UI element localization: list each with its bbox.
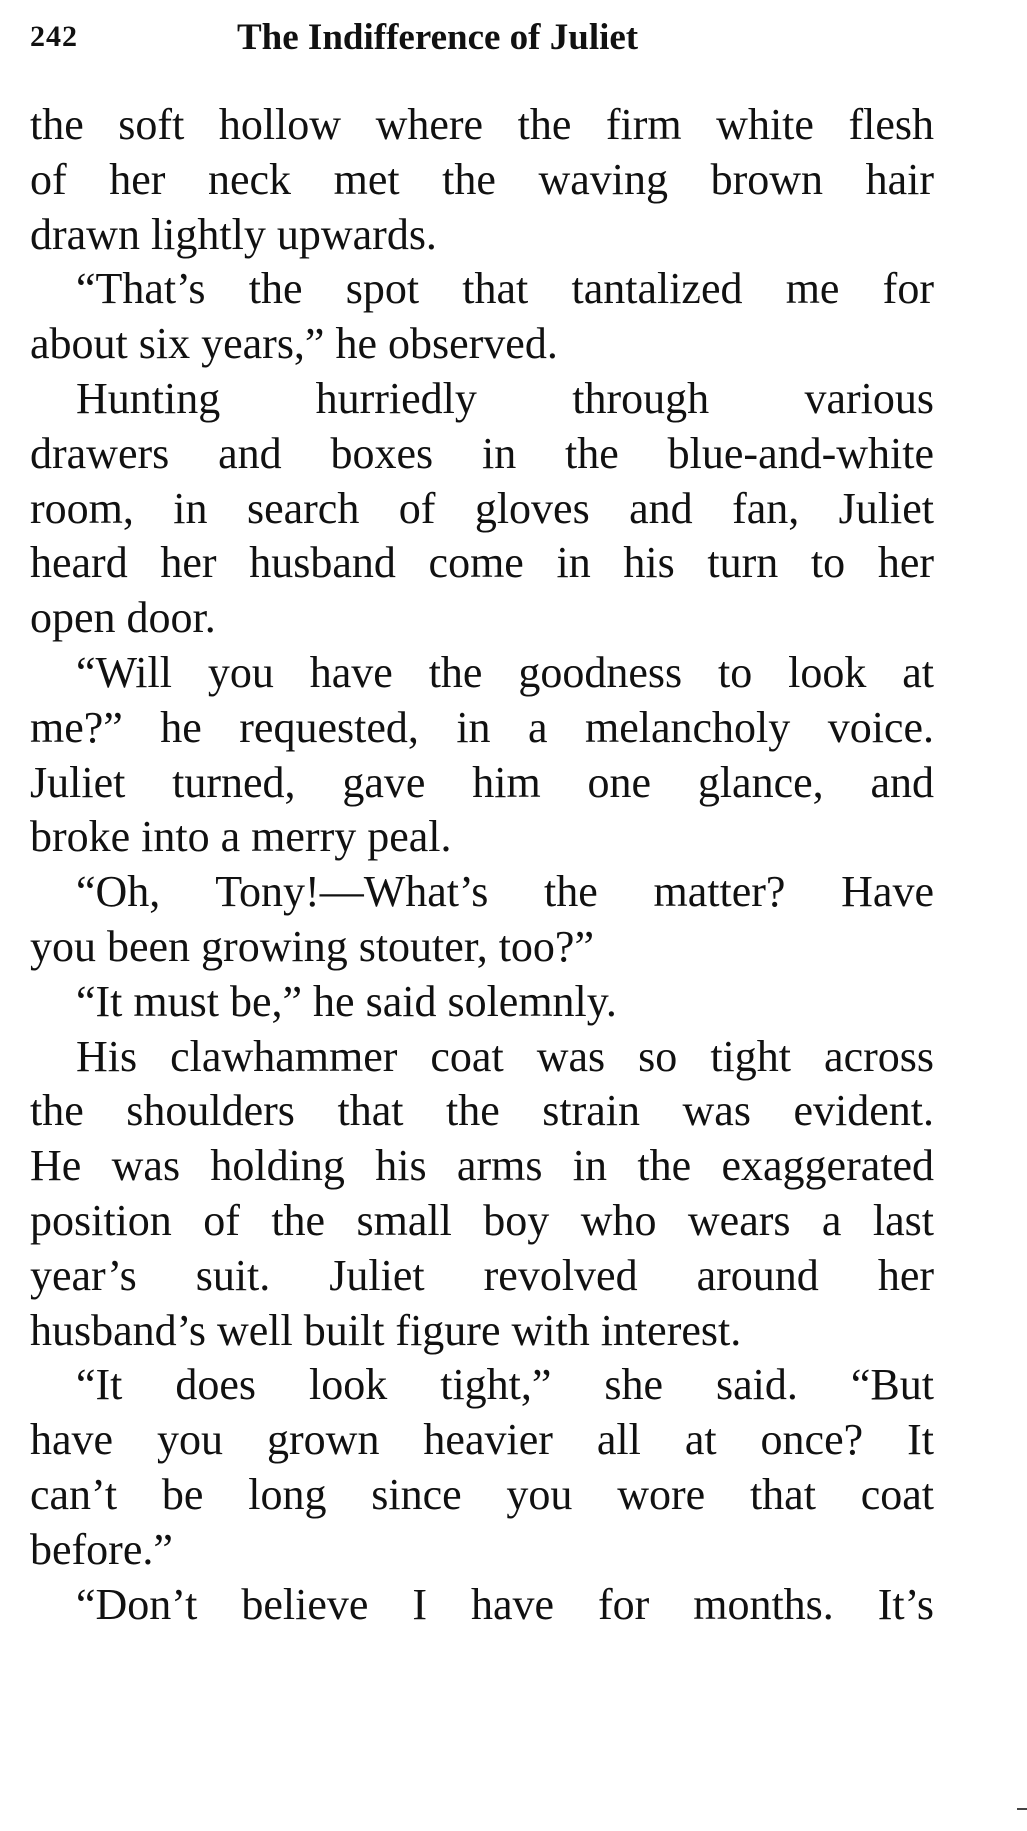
text-line: of her neck met the waving brown hair: [30, 154, 934, 204]
text-line: Hunting hurriedly through various: [76, 373, 934, 423]
margin-mark: [1017, 1808, 1027, 1810]
text-line: drawn lightly upwards.: [30, 209, 437, 259]
text-line: before.”: [30, 1524, 173, 1574]
text-line: year’s suit. Juliet revolved around her: [30, 1250, 934, 1300]
text-line: “That’s the spot that tantalized me for: [76, 264, 934, 314]
text-line: He was holding his arms in the exaggerated: [30, 1141, 934, 1191]
text-line: “Don’t believe I have for months. It’s: [76, 1579, 934, 1629]
text-line: His clawhammer coat was so tight across: [76, 1031, 934, 1081]
text-line: you been growing stouter, too?”: [30, 921, 594, 971]
text-line: position of the small boy who wears a last: [30, 1195, 934, 1245]
text-line: “It must be,” he said solemnly.: [76, 976, 617, 1026]
page-header: [30, 0, 934, 82]
text-line: “Oh, Tony!—What’s the matter? Have: [76, 867, 934, 917]
text-line: about six years,” he observed.: [30, 319, 558, 369]
text-line: Juliet turned, gave him one glance, and: [30, 757, 934, 807]
text-line: heard her husband come in his turn to her: [30, 538, 934, 588]
text-line: “It does look tight,” she said. “But: [76, 1360, 934, 1410]
text-line: drawers and boxes in the blue-and-white: [30, 428, 934, 478]
running-title: The Indifference of Juliet: [237, 17, 639, 58]
text-line: have you grown heavier all at once? It: [30, 1415, 934, 1465]
text-line: open door.: [30, 593, 216, 643]
text-line: me?” he requested, in a melancholy voice.: [30, 702, 934, 752]
page-number: 242: [30, 20, 78, 53]
book-page: [30, 0, 934, 1629]
text-line: room, in search of gloves and fan, Juliet: [30, 483, 934, 533]
text-line: broke into a merry peal.: [30, 812, 452, 862]
text-line: husband’s well built figure with interest.: [30, 1305, 742, 1355]
text-line: can’t be long since you wore that coat: [30, 1469, 934, 1519]
body-text: [30, 98, 934, 1632]
text-line: the soft hollow where the firm white flesh: [30, 100, 934, 149]
text-line: “Will you have the goodness to look at: [76, 647, 934, 697]
text-line: the shoulders that the strain was evident.: [30, 1086, 934, 1136]
